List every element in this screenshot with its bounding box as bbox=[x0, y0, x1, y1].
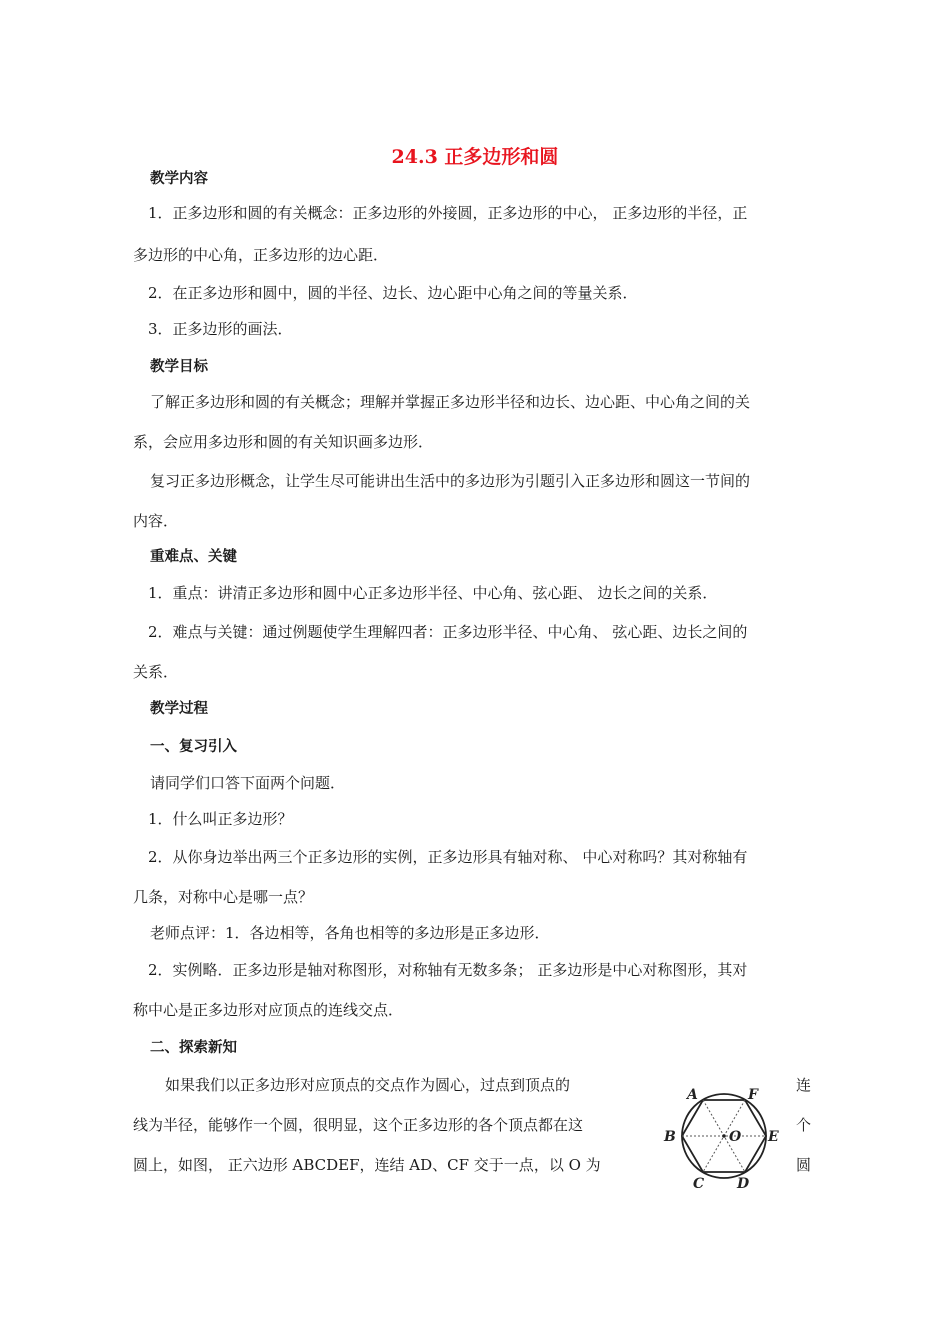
page-title: 24.3 正多边形和圆 bbox=[391, 146, 559, 168]
goal-heading: 教学目标 bbox=[150, 359, 208, 375]
goal-paragraph-1: 了解正多边形和圆的有关概念；理解并掌握正多边形半径和边长、边心距、中心角之间的关 bbox=[150, 393, 751, 411]
review-question-2: 2．从你身边举出两三个正多边形的实例，正多边形具有轴对称、 中心对称吗？其对称轴有 bbox=[148, 848, 748, 866]
explore-paragraph-cont-1: 线为半径，能够作一个圆，很明显，这个正多边形的各个顶点都在这 bbox=[133, 1116, 584, 1134]
key-item-2: 2．难点与关键：通过例题使学生理解四者：正多边形半径、中心角、 弦心距、边长之间的 bbox=[148, 623, 748, 641]
label-o: O bbox=[729, 1129, 742, 1145]
content-item-2: 2．在正多边形和圆中，圆的半径、边长、边心距中心角之间的等量关系． bbox=[148, 284, 638, 302]
explore-heading: 二、探索新知 bbox=[150, 1040, 237, 1056]
review-heading: 一、复习引入 bbox=[150, 739, 237, 755]
teacher-comment-1: 老师点评：1．各边相等，各角也相等的多边形是正多边形． bbox=[150, 924, 550, 942]
goal-paragraph-1-cont: 系，会应用多边形和圆的有关知识画多边形． bbox=[133, 433, 434, 451]
content-heading: 教学内容 bbox=[150, 171, 208, 187]
hexagon-circle-diagram bbox=[660, 1080, 790, 1195]
teacher-comment-2-cont: 称中心是正多边形对应顶点的连线交点． bbox=[133, 1001, 404, 1019]
hexagon-circle-figure bbox=[660, 1080, 790, 1195]
explore-paragraph-tail: 连 bbox=[796, 1076, 812, 1094]
key-item-2-cont: 关系． bbox=[133, 663, 179, 681]
process-heading: 教学过程 bbox=[150, 701, 208, 717]
label-d: D bbox=[737, 1176, 750, 1192]
content-item-1: 1．正多边形和圆的有关概念：正多边形的外接圆，正多边形的中心， 正多边形的半径，正 bbox=[148, 204, 748, 222]
explore-paragraph-tail-3: 圆 bbox=[796, 1156, 812, 1174]
content-item-3: 3．正多边形的画法． bbox=[148, 320, 293, 338]
explore-paragraph: 如果我们以正多边形对应顶点的交点作为圆心，过点到顶点的 bbox=[165, 1076, 571, 1094]
goal-paragraph-2-cont: 内容． bbox=[133, 512, 179, 530]
review-question-1: 1．什么叫正多边形？ bbox=[148, 810, 293, 828]
label-f: F bbox=[748, 1087, 758, 1103]
label-e: E bbox=[768, 1129, 779, 1145]
review-question-2-cont: 几条，对称中心是哪一点？ bbox=[133, 888, 314, 906]
content-item-1-cont: 多边形的中心角，正多边形的边心距． bbox=[133, 246, 389, 264]
label-c: C bbox=[693, 1176, 705, 1192]
review-intro: 请同学们口答下面两个问题． bbox=[150, 774, 346, 792]
key-item-1: 1．重点：讲清正多边形和圆中心正多边形半径、中心角、弦心距、 边长之间的关系． bbox=[148, 584, 718, 602]
key-heading: 重难点、关键 bbox=[150, 549, 237, 565]
teacher-comment-2: 2．实例略．正多边形是轴对称图形，对称轴有无数多条； 正多边形是中心对称图形，其对 bbox=[148, 961, 748, 979]
explore-paragraph-cont-2: 圆上，如图， 正六边形 ABCDEF，连结 AD、CF 交于一点，以 O 为 bbox=[133, 1156, 601, 1174]
explore-paragraph-tail-2: 个 bbox=[796, 1116, 812, 1134]
label-b: B bbox=[664, 1129, 676, 1145]
goal-paragraph-2: 复习正多边形概念，让学生尽可能讲出生活中的多边形为引题引入正多边形和圆这一节间的 bbox=[150, 472, 751, 490]
label-a: A bbox=[687, 1087, 698, 1103]
center-point bbox=[722, 1134, 726, 1138]
